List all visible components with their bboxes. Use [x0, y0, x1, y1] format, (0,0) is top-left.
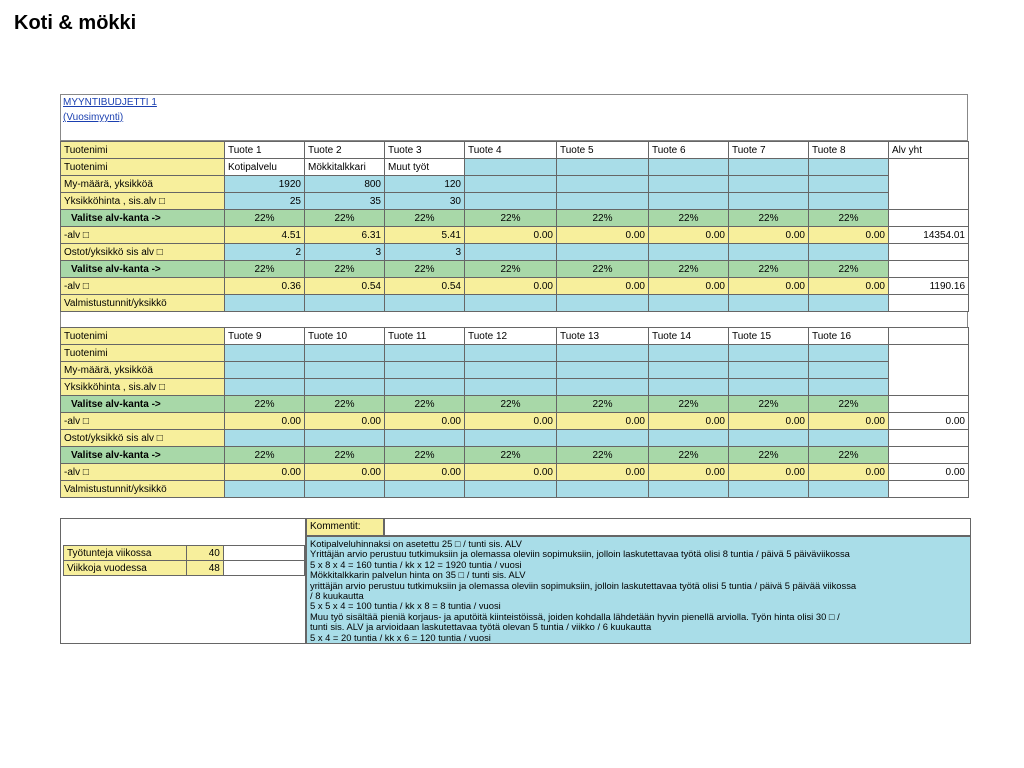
table-row: [61, 176, 969, 193]
vat-total-purchases: 0.00: [889, 464, 969, 481]
vat-amount-cell: 0.00: [305, 413, 385, 430]
product-header: Tuote 13: [557, 328, 649, 345]
product-name-cell[interactable]: [809, 159, 889, 176]
quantity-cell[interactable]: [385, 362, 465, 379]
table-row: [61, 261, 969, 278]
vat-amount-cell: 0.00: [557, 464, 649, 481]
row-label-vat: -alv □: [61, 413, 225, 430]
product-header: Tuote 9: [225, 328, 305, 345]
table-row: [61, 430, 969, 447]
quantity-cell[interactable]: [729, 176, 809, 193]
budget-table-1: [60, 141, 969, 312]
vat-amount-cell: 0.00: [649, 278, 729, 295]
vat-rate-select[interactable]: 22%: [465, 210, 557, 227]
unit-price-cell[interactable]: [225, 379, 305, 396]
vat-amount-cell: 0.00: [809, 278, 889, 295]
product-name-cell[interactable]: [649, 345, 729, 362]
unit-price-cell[interactable]: 25: [225, 193, 305, 210]
vat-rate-select[interactable]: 22%: [729, 396, 809, 413]
vat-total-purchases: 1190.16: [889, 278, 969, 295]
production-hours-cell[interactable]: [557, 481, 649, 498]
vat-rate-select[interactable]: 22%: [809, 447, 889, 464]
purchase-cell[interactable]: [465, 430, 557, 447]
vat-rate-select[interactable]: 22%: [649, 447, 729, 464]
vat-rate-select[interactable]: 22%: [305, 396, 385, 413]
row-label-vat: -alv □: [61, 227, 225, 244]
unit-price-cell[interactable]: [649, 379, 729, 396]
comment-line: Yrittäjän arvio perustuu tutkimuksiin ja olemassa oleviin sopimuksiin, jolloin laskutettavaa työtä olisi 8 tuntia / päivä 5 päiväviikossa: [310, 548, 850, 560]
vat-rate-select[interactable]: 22%: [649, 396, 729, 413]
comment-line: 5 x 5 x 4 = 100 tuntia / kk x 8 = 8 tuntia / vuosi: [310, 600, 501, 612]
purchase-cell[interactable]: [305, 430, 385, 447]
product-name-cell[interactable]: [465, 345, 557, 362]
comment-line: 5 x 8 x 4 = 160 tuntia / kk x 12 = 1920 tuntia / vuosi: [310, 558, 522, 570]
empty-cell: [889, 447, 969, 464]
product-name-cell[interactable]: [729, 159, 809, 176]
row-label-vat-select: Valitse alv-kanta ->: [61, 261, 225, 278]
table-row: [61, 244, 969, 261]
product-name-cell[interactable]: [385, 345, 465, 362]
vat-rate-select[interactable]: 22%: [225, 447, 305, 464]
purchase-cell[interactable]: [385, 430, 465, 447]
table-row: [61, 295, 969, 312]
sheet-subtitle[interactable]: (Vuosimyynti): [63, 112, 124, 123]
vat-amount-cell: 5.41: [385, 227, 465, 244]
production-hours-cell[interactable]: [465, 295, 557, 312]
vat-amount-cell: 0.00: [649, 227, 729, 244]
comments-header: Kommentit:: [306, 518, 384, 536]
row-label-quantity: My-määrä, yksikköä: [61, 176, 225, 193]
quantity-cell[interactable]: 1920: [225, 176, 305, 193]
vat-total-sales: 14354.01: [889, 227, 969, 244]
vat-rate-select[interactable]: 22%: [809, 210, 889, 227]
weeks-per-year-value[interactable]: 48: [187, 561, 224, 576]
product-name-cell[interactable]: Mökkitalkkari: [305, 159, 385, 176]
product-header: Tuote 10: [305, 328, 385, 345]
vat-amount-cell: 0.00: [557, 227, 649, 244]
product-name-cell[interactable]: [649, 159, 729, 176]
unit-price-cell[interactable]: [809, 379, 889, 396]
table-row: [61, 464, 969, 481]
vat-amount-cell: 0.00: [729, 464, 809, 481]
table-row: [61, 481, 969, 498]
quantity-cell[interactable]: [809, 362, 889, 379]
empty-cell: [889, 159, 969, 210]
product-header: Tuote 11: [385, 328, 465, 345]
product-name-cell[interactable]: [465, 159, 557, 176]
comment-line: Muu työ sisältää pieniä korjaus- ja aputöitä kiinteistöissä, joiden kohdalla lähdetään hyvin pienellä arviolla. Työn hinta olisi 30 □ /: [310, 610, 840, 622]
product-name-cell[interactable]: [729, 345, 809, 362]
purchase-cell[interactable]: [729, 244, 809, 261]
table-row: [61, 227, 969, 244]
row-label-vat: -alv □: [61, 278, 225, 295]
empty-cell: [889, 481, 969, 498]
table-row: [61, 362, 969, 379]
unit-price-cell[interactable]: [729, 193, 809, 210]
row-label-tuotenimi: Tuotenimi: [61, 345, 225, 362]
purchase-cell[interactable]: [649, 430, 729, 447]
vat-amount-cell: 0.00: [729, 413, 809, 430]
vat-amount-cell: 0.00: [809, 227, 889, 244]
vat-rate-select[interactable]: 22%: [557, 210, 649, 227]
vat-rate-select[interactable]: 22%: [729, 210, 809, 227]
vat-amount-cell: 0.00: [385, 413, 465, 430]
product-header: Tuote 3: [385, 142, 465, 159]
product-name-cell[interactable]: [305, 345, 385, 362]
vat-rate-select[interactable]: 22%: [225, 210, 305, 227]
row-label-tuotenimi: Tuotenimi: [61, 328, 225, 345]
row-label-vat: -alv □: [61, 464, 225, 481]
hours-per-week-label: Työtunteja viikossa: [64, 546, 187, 561]
sales-budget-sheet: [60, 94, 968, 498]
row-label-purchases: Ostot/yksikkö sis alv □: [61, 244, 225, 261]
sheet-subtitle-row: [60, 110, 968, 125]
quantity-cell[interactable]: [809, 176, 889, 193]
production-hours-cell[interactable]: [385, 481, 465, 498]
vat-amount-cell: 6.31: [305, 227, 385, 244]
row-label-vat-select: Valitse alv-kanta ->: [61, 447, 225, 464]
production-hours-cell[interactable]: [305, 295, 385, 312]
empty-cell: [889, 430, 969, 447]
product-name-cell[interactable]: Kotipalvelu: [225, 159, 305, 176]
purchase-cell[interactable]: [465, 244, 557, 261]
vat-amount-cell: 0.00: [649, 413, 729, 430]
vat-rate-select[interactable]: 22%: [225, 261, 305, 278]
production-hours-cell[interactable]: [729, 481, 809, 498]
unit-price-cell[interactable]: [305, 379, 385, 396]
vat-rate-select[interactable]: 22%: [557, 396, 649, 413]
table-row: [61, 278, 969, 295]
vat-rate-select[interactable]: 22%: [465, 261, 557, 278]
vat-amount-cell: 0.54: [305, 278, 385, 295]
purchase-cell[interactable]: [809, 430, 889, 447]
production-hours-cell[interactable]: [649, 481, 729, 498]
alv-total-header: Alv yht: [889, 142, 969, 159]
work-stats-table: [63, 545, 305, 576]
budget-table-2: [60, 327, 969, 498]
product-header: Tuote 12: [465, 328, 557, 345]
comments-header-blank[interactable]: [384, 518, 971, 536]
quantity-cell[interactable]: [305, 362, 385, 379]
product-header: Tuote 16: [809, 328, 889, 345]
vat-amount-cell: 0.00: [557, 278, 649, 295]
quantity-cell[interactable]: [225, 362, 305, 379]
comment-line: / 8 kuukautta: [310, 590, 364, 602]
vat-rate-select[interactable]: 22%: [305, 447, 385, 464]
empty-cell: [889, 210, 969, 227]
row-label-vat-select: Valitse alv-kanta ->: [61, 396, 225, 413]
row-label-tuotenimi: Tuotenimi: [61, 142, 225, 159]
table-row: [61, 447, 969, 464]
unit-price-cell[interactable]: [465, 193, 557, 210]
quantity-cell[interactable]: [557, 362, 649, 379]
product-header: Tuote 14: [649, 328, 729, 345]
production-hours-cell[interactable]: [305, 481, 385, 498]
product-name-cell[interactable]: [557, 345, 649, 362]
vat-amount-cell: 0.00: [809, 413, 889, 430]
quantity-cell[interactable]: [465, 362, 557, 379]
purchase-cell[interactable]: [225, 430, 305, 447]
work-stats-box: [60, 518, 306, 644]
production-hours-cell[interactable]: [729, 295, 809, 312]
table-row: [61, 193, 969, 210]
vat-total-sales: 0.00: [889, 413, 969, 430]
unit-price-cell[interactable]: [557, 379, 649, 396]
empty-cell[interactable]: [223, 546, 304, 561]
vat-amount-cell: 0.00: [729, 278, 809, 295]
vat-amount-cell: 0.00: [225, 464, 305, 481]
quantity-cell[interactable]: [649, 176, 729, 193]
empty-cell: [889, 261, 969, 278]
quantity-cell[interactable]: [557, 176, 649, 193]
table-row: [61, 379, 969, 396]
production-hours-cell[interactable]: [809, 295, 889, 312]
vat-rate-select[interactable]: 22%: [729, 447, 809, 464]
vat-rate-select[interactable]: 22%: [385, 447, 465, 464]
purchase-cell[interactable]: [809, 244, 889, 261]
hours-per-week-value[interactable]: 40: [187, 546, 224, 561]
row-label-purchases: Ostot/yksikkö sis alv □: [61, 430, 225, 447]
purchase-cell[interactable]: [557, 244, 649, 261]
comment-line: Mökkitalkkarin palvelun hinta on 35 □ / tunti sis. ALV: [310, 569, 526, 581]
comment-line: yrittäjän arvio perustuu tutkimuksiin ja olemassa oleviin sopimuksiin, jolloin laskutettavaa työtä olisi 5 tuntia / päivä 5 päivää viikossa: [310, 579, 857, 591]
product-name-cell[interactable]: [557, 159, 649, 176]
vat-rate-select[interactable]: 22%: [465, 396, 557, 413]
vat-rate-select[interactable]: 22%: [225, 396, 305, 413]
comment-line: tunti sis. ALV ja arvioidaan laskutettavaa työtä olevan 5 tuntia / viikko / 6 kuukautta: [310, 621, 652, 633]
product-header: Tuote 6: [649, 142, 729, 159]
comment-line: Kotipalveluhinnaksi on asetettu 25 □ / tunti sis. ALV: [310, 538, 522, 549]
empty-cell: [889, 345, 969, 396]
table-row: [61, 142, 969, 159]
unit-price-cell[interactable]: [809, 193, 889, 210]
row-label-unit-price: Yksikköhinta , sis.alv □: [61, 193, 225, 210]
purchase-cell[interactable]: 2: [225, 244, 305, 261]
product-name-cell[interactable]: [225, 345, 305, 362]
purchase-cell[interactable]: [649, 244, 729, 261]
vat-rate-select[interactable]: 22%: [649, 210, 729, 227]
quantity-cell[interactable]: 800: [305, 176, 385, 193]
table-row: [61, 159, 969, 176]
purchase-cell[interactable]: [729, 430, 809, 447]
vat-rate-select[interactable]: 22%: [557, 447, 649, 464]
bottom-section: [60, 518, 971, 644]
empty-cell: [889, 295, 969, 312]
product-header: Tuote 8: [809, 142, 889, 159]
vat-rate-select[interactable]: 22%: [385, 210, 465, 227]
row-label-tuotenimi: Tuotenimi: [61, 159, 225, 176]
sheet-title[interactable]: MYYNTIBUDJETTI 1: [63, 97, 157, 108]
product-header: Tuote 4: [465, 142, 557, 159]
unit-price-cell[interactable]: 35: [305, 193, 385, 210]
production-hours-cell[interactable]: [649, 295, 729, 312]
table-row: [64, 546, 305, 561]
vat-rate-select[interactable]: 22%: [305, 261, 385, 278]
sheet-title-row: [60, 94, 968, 110]
quantity-cell[interactable]: [729, 362, 809, 379]
unit-price-cell[interactable]: [557, 193, 649, 210]
empty-cell[interactable]: [223, 561, 304, 576]
production-hours-cell[interactable]: [809, 481, 889, 498]
vat-rate-select[interactable]: 22%: [305, 210, 385, 227]
production-hours-cell[interactable]: [557, 295, 649, 312]
production-hours-cell[interactable]: [225, 481, 305, 498]
empty-cell: [889, 328, 969, 345]
row-label-quantity: My-määrä, yksikköä: [61, 362, 225, 379]
table-row: [64, 561, 305, 576]
production-hours-cell[interactable]: [385, 295, 465, 312]
vat-amount-cell: 0.00: [385, 464, 465, 481]
purchase-cell[interactable]: 3: [305, 244, 385, 261]
vat-rate-select[interactable]: 22%: [385, 261, 465, 278]
vat-amount-cell: 0.54: [385, 278, 465, 295]
product-header: Tuote 2: [305, 142, 385, 159]
empty-cell: [889, 244, 969, 261]
vat-amount-cell: 0.00: [465, 227, 557, 244]
spacer-row: [60, 125, 968, 141]
unit-price-cell[interactable]: 30: [385, 193, 465, 210]
production-hours-cell[interactable]: [225, 295, 305, 312]
purchase-cell[interactable]: 3: [385, 244, 465, 261]
unit-price-cell[interactable]: [649, 193, 729, 210]
quantity-cell[interactable]: 120: [385, 176, 465, 193]
vat-amount-cell: 0.00: [465, 464, 557, 481]
vat-rate-select[interactable]: 22%: [465, 447, 557, 464]
vat-amount-cell: 0.00: [465, 413, 557, 430]
spacer-row: [60, 312, 968, 327]
empty-cell: [889, 396, 969, 413]
table-row: [61, 396, 969, 413]
vat-amount-cell: 0.00: [649, 464, 729, 481]
production-hours-cell[interactable]: [465, 481, 557, 498]
row-label-production-hours: Valmistustunnit/yksikkö: [61, 481, 225, 498]
page-title: Koti & mökki: [14, 12, 137, 34]
product-name-cell[interactable]: Muut työt: [385, 159, 465, 176]
quantity-cell[interactable]: [649, 362, 729, 379]
row-label-unit-price: Yksikköhinta , sis.alv □: [61, 379, 225, 396]
vat-amount-cell: 0.00: [465, 278, 557, 295]
quantity-cell[interactable]: [465, 176, 557, 193]
weeks-per-year-label: Viikkoja vuodessa: [64, 561, 187, 576]
vat-rate-select[interactable]: 22%: [809, 396, 889, 413]
table-row: [61, 345, 969, 362]
vat-amount-cell: 0.00: [729, 227, 809, 244]
vat-rate-select[interactable]: 22%: [557, 261, 649, 278]
table-row: [61, 210, 969, 227]
product-header: Tuote 1: [225, 142, 305, 159]
purchase-cell[interactable]: [557, 430, 649, 447]
table-row: [61, 413, 969, 430]
product-header: Tuote 5: [557, 142, 649, 159]
row-label-vat-select: Valitse alv-kanta ->: [61, 210, 225, 227]
unit-price-cell[interactable]: [729, 379, 809, 396]
comments-box[interactable]: [306, 536, 971, 644]
table-row: [61, 328, 969, 345]
vat-amount-cell: 0.00: [225, 413, 305, 430]
unit-price-cell[interactable]: [465, 379, 557, 396]
vat-rate-select[interactable]: 22%: [809, 261, 889, 278]
vat-rate-select[interactable]: 22%: [385, 396, 465, 413]
comment-line: 5 x 4 = 20 tuntia / kk x 6 = 120 tuntia / vuosi: [310, 631, 491, 643]
vat-rate-select[interactable]: 22%: [729, 261, 809, 278]
vat-amount-cell: 0.00: [809, 464, 889, 481]
vat-amount-cell: 0.00: [557, 413, 649, 430]
row-label-production-hours: Valmistustunnit/yksikkö: [61, 295, 225, 312]
vat-rate-select[interactable]: 22%: [649, 261, 729, 278]
vat-amount-cell: 0.36: [225, 278, 305, 295]
product-header: Tuote 7: [729, 142, 809, 159]
unit-price-cell[interactable]: [385, 379, 465, 396]
vat-amount-cell: 4.51: [225, 227, 305, 244]
vat-amount-cell: 0.00: [305, 464, 385, 481]
product-name-cell[interactable]: [809, 345, 889, 362]
product-header: Tuote 15: [729, 328, 809, 345]
